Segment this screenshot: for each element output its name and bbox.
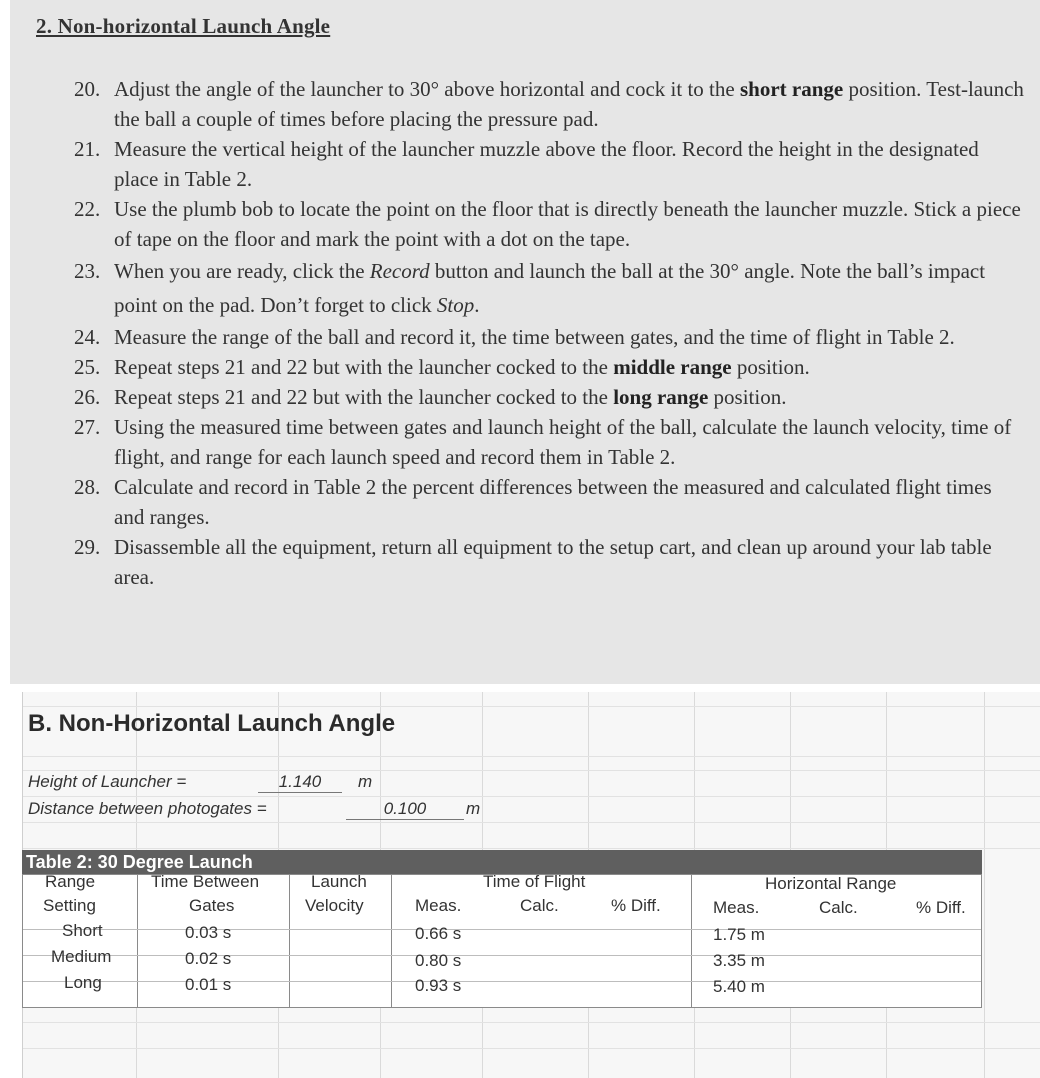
cell-tof-meas[interactable]: 0.80 s xyxy=(415,951,462,970)
step-number: 25. xyxy=(74,355,101,379)
step-item xyxy=(74,322,1024,352)
grid-line xyxy=(10,770,1040,771)
table-title: Table 2: 30 Degree Launch xyxy=(22,850,982,874)
step-text: Use the plumb bob to locate the point on the floor that is directly beneath the launcher muzzle. Stick a piece of tape on the floor and mark the point with a dot on the tape. xyxy=(114,197,1021,251)
cell-gates[interactable]: 0.03 s xyxy=(185,923,232,942)
header-launch-velocity: Velocity xyxy=(305,896,364,915)
step-item xyxy=(74,412,1024,472)
step-item xyxy=(74,194,1024,254)
step-number: 22. xyxy=(74,197,101,221)
step-number: 21. xyxy=(74,137,101,161)
cell-setting: Medium xyxy=(51,947,112,966)
step-item xyxy=(74,134,1024,194)
step-item xyxy=(74,472,1024,532)
distance-label: Distance between photogates = xyxy=(28,799,267,818)
instructions-panel xyxy=(10,0,1040,684)
step-text: Calculate and record in Table 2 the percent differences between the measured and calculated flight times and ranges. xyxy=(114,475,992,529)
header-range-diff: % Diff. xyxy=(916,898,966,917)
cell-setting: Long xyxy=(64,973,102,992)
cell-range-meas[interactable]: 1.75 m xyxy=(713,925,765,944)
grid-line xyxy=(10,1048,1040,1049)
steps-list xyxy=(74,74,1024,592)
step-number: 28. xyxy=(74,475,101,499)
cell-tof-meas[interactable]: 0.66 s xyxy=(415,924,462,943)
grid-line xyxy=(984,692,985,1078)
header-tof-meas: Meas. xyxy=(415,896,462,915)
cell-tof-meas[interactable]: 0.93 s xyxy=(415,976,462,995)
step-number: 20. xyxy=(74,77,101,101)
header-time-between-gates: Gates xyxy=(189,896,235,915)
header-time-of-flight: Time of Flight xyxy=(483,872,586,891)
step-text: Measure the range of the ball and record it, the time between gates, and the time of flight in Table 2. xyxy=(114,325,955,349)
cell-gates[interactable]: 0.02 s xyxy=(185,949,232,968)
step-number: 29. xyxy=(74,535,101,559)
step-number: 27. xyxy=(74,415,101,439)
step-item: 25. Repeat steps 21 and 22 but with the launcher cocked to the middle range position. xyxy=(74,352,1024,382)
worksheet-panel xyxy=(10,692,1040,1078)
table-divider xyxy=(691,875,692,1007)
height-value[interactable]: 1.140 xyxy=(258,772,342,793)
header-horizontal-range: Horizontal Range xyxy=(765,874,897,893)
grid-line xyxy=(10,796,1040,797)
table-divider xyxy=(391,875,392,1007)
distance-value[interactable]: 0.100 xyxy=(346,799,464,820)
emphasis-short-range: short range xyxy=(739,77,844,101)
grid-line xyxy=(10,1022,1040,1023)
table-divider xyxy=(289,875,290,1007)
step-text: Disassemble all the equipment, return all equipment to the setup cart, and clean up around your lab table area. xyxy=(114,535,992,589)
grid-line xyxy=(10,756,1040,757)
header-launch-velocity: Launch xyxy=(311,872,367,891)
section-title: 2. Non-horizontal Launch Angle xyxy=(36,14,331,38)
emphasis-middle-range: middle range xyxy=(613,355,732,379)
table-divider xyxy=(137,875,138,1007)
cell-setting: Short xyxy=(62,921,103,940)
emphasis-record: Record xyxy=(369,259,430,283)
step-number: 26. xyxy=(74,385,101,409)
header-range-calc: Calc. xyxy=(819,898,858,917)
distance-unit: m xyxy=(466,799,481,818)
header-time-between-gates: Time Between xyxy=(151,872,260,891)
step-item xyxy=(74,532,1024,592)
grid-line xyxy=(10,706,1040,707)
step-number: 24. xyxy=(74,325,101,349)
step-text: Measure the vertical height of the launcher muzzle above the floor. Record the height in the designated place in Table 2. xyxy=(114,137,979,191)
emphasis-stop: Stop xyxy=(436,293,475,317)
step-number: 23. xyxy=(74,259,101,283)
header-range-setting: Range xyxy=(45,872,96,891)
table-divider xyxy=(23,955,981,956)
step-item: 20. Adjust the angle of the launcher to 30° above horizontal and cock it to the short range position. Test-launch the ball a couple of times before placing the pressure pad. xyxy=(74,74,1024,134)
worksheet-title: B. Non-Horizontal Launch Angle xyxy=(28,710,396,737)
height-label: Height of Launcher = xyxy=(28,772,187,791)
table-divider xyxy=(23,981,981,982)
header-range-setting: Setting xyxy=(43,896,96,915)
grid-line xyxy=(10,848,1040,849)
header-tof-calc: Calc. xyxy=(520,896,559,915)
cell-range-meas[interactable]: 5.40 m xyxy=(713,977,765,996)
emphasis-long-range: long range xyxy=(613,385,709,409)
step-item: 23. When you are ready, click the Record button and launch the ball at the 30° angle. Note the ball’s impact point on the pad. Don’t forget to click Stop. xyxy=(74,254,1024,322)
grid-line xyxy=(10,822,1040,823)
step-text: Using the measured time between gates and launch height of the ball, calculate the launch velocity, time of flight, and range for each launch speed and record them in Table 2. xyxy=(114,415,1012,469)
table-divider xyxy=(23,929,981,930)
results-table xyxy=(22,874,982,1008)
step-item: 26. Repeat steps 21 and 22 but with the launcher cocked to the long range position. xyxy=(74,382,1024,412)
cell-range-meas[interactable]: 3.35 m xyxy=(713,951,765,970)
cell-gates[interactable]: 0.01 s xyxy=(185,975,232,994)
header-tof-diff: % Diff. xyxy=(611,896,661,915)
header-range-meas: Meas. xyxy=(713,898,760,917)
height-unit: m xyxy=(358,772,373,791)
